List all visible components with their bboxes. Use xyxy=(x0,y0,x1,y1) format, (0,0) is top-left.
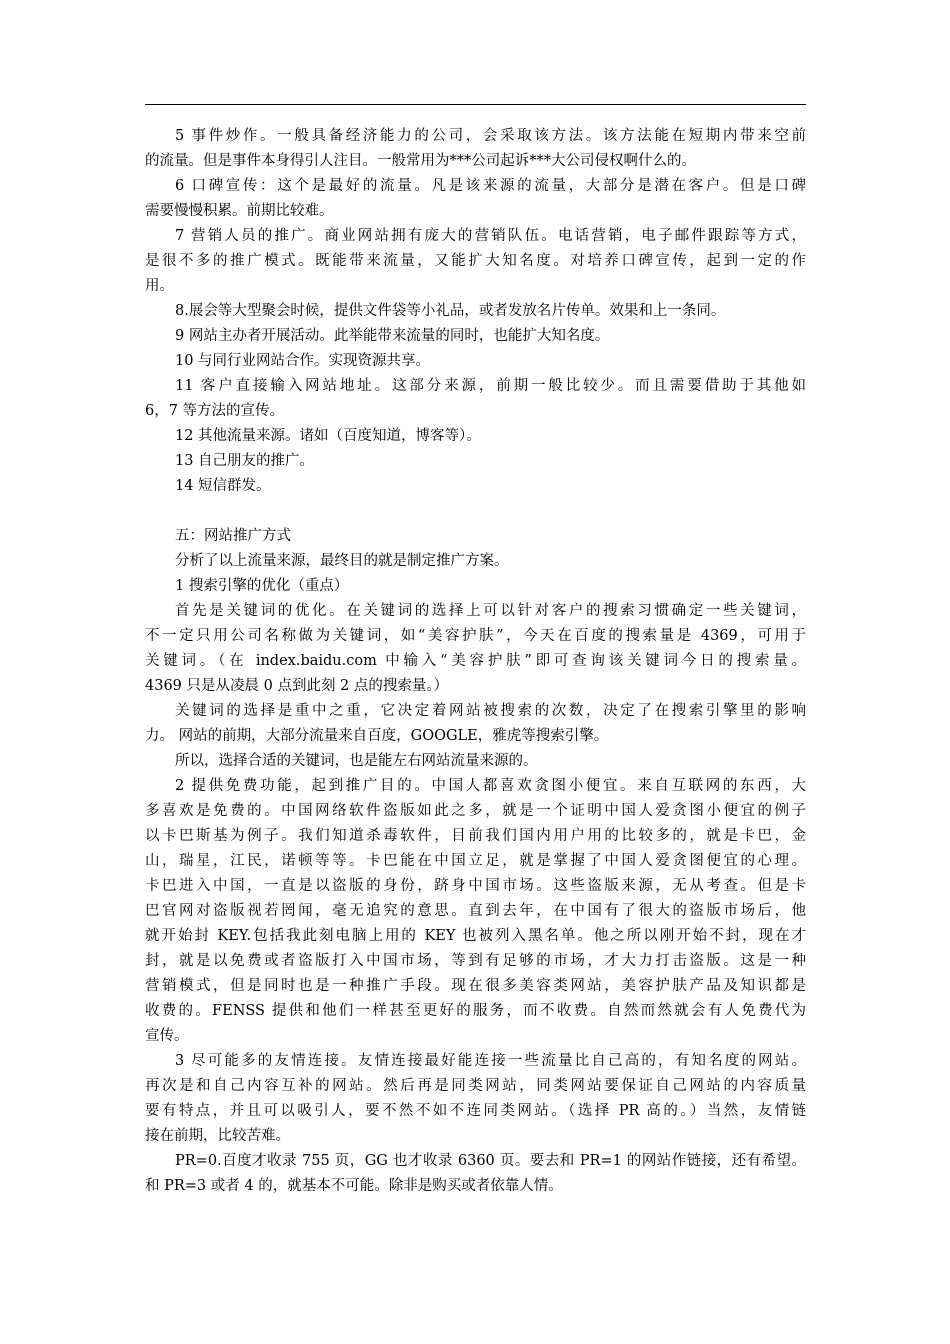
paragraph xyxy=(145,449,806,474)
text-line: 2 提供免费功能，起到推广目的。中国人都喜欢贪图小便宜。来自互联网的东西，大 xyxy=(175,778,806,794)
text-line: 收费的。FENSS 提供和他们一样甚至更好的服务，而不收费。自然而然就会有人免费代为 xyxy=(145,1003,806,1019)
text-line: 5 事件炒作。一般具备经济能力的公司，会采取该方法。该方法能在短期内带来空前 xyxy=(175,128,806,144)
paragraph xyxy=(145,124,806,174)
text-line: PR=0.百度才收录 755 页，GG 也才收录 6360 页。要去和 PR=1 的网站作链接，还有希望。 xyxy=(175,1153,806,1169)
text-line: 13 自己朋友的推广。 xyxy=(175,453,315,469)
blank-line xyxy=(145,499,806,524)
text-line: 力。 网站的前期，大部分流量来自百度，GOOGLE，雅虎等搜索引擎。 xyxy=(145,728,609,744)
text-line: 用。 xyxy=(145,278,174,294)
text-line: 3 尽可能多的友情连接。友情连接最好能连接一些流量比自己高的，有知名度的网站。 xyxy=(175,1053,806,1069)
text-line: 营销模式，但是同时也是一种推广手段。现在很多美容类网站，美容护肤产品及知识都是 xyxy=(145,978,806,994)
text-line: 山，瑞星，江民，诺顿等等。卡巴能在中国立足，就是掌握了中国人爱贪图便宜的心理。 xyxy=(145,853,806,869)
text-line: 是很不多的推广模式。既能带来流量，又能扩大知名度。对培养口碑宣传，起到一定的作 xyxy=(145,253,806,269)
text-line: 的流量。但是事件本身得引人注目。一般常用为***公司起诉***大公司侵权啊什么的。 xyxy=(145,153,696,169)
document-body xyxy=(145,124,806,1199)
paragraph xyxy=(145,574,806,599)
text-line: 12 其他流量来源。诸如（百度知道，博客等）。 xyxy=(175,428,481,444)
text-line: 多喜欢是免费的。中国网络软件盗版如此之多，就是一个证明中国人爱贪图小便宜的例子 xyxy=(145,803,806,819)
header-rule xyxy=(145,104,806,105)
text-line: 14 短信群发。 xyxy=(175,478,271,494)
text-line: 9 网站主办者开展活动。此举能带来流量的同时，也能扩大知名度。 xyxy=(175,328,610,344)
paragraph xyxy=(145,749,806,774)
text-line: 卡巴进入中国，一直是以盗版的身份，跻身中国市场。这些盗版来源，无从考查。但是卡 xyxy=(145,878,806,894)
text-line: 和 PR=3 或者 4 的，就基本不可能。除非是购买或者依靠人情。 xyxy=(145,1178,563,1194)
paragraph xyxy=(145,224,806,299)
text-line: 11 客户直接输入网站地址。这部分来源，前期一般比较少。而且需要借助于其他如 xyxy=(175,378,806,394)
text-line: 6 口碑宣传：这个是最好的流量。凡是该来源的流量，大部分是潜在客户。但是口碑 xyxy=(175,178,806,194)
text-line: 巴官网对盗版视若罔闻，毫无追究的意思。直到去年，在中国有了很大的盗版市场后，他 xyxy=(145,903,806,919)
paragraph xyxy=(145,524,806,549)
paragraph xyxy=(145,424,806,449)
paragraph xyxy=(145,299,806,324)
text-line: 分析了以上流量来源，最终目的就是制定推广方案。 xyxy=(175,553,509,569)
paragraph xyxy=(145,599,806,699)
text-line: 6，7 等方法的宣传。 xyxy=(145,403,285,419)
text-line: 关键词的选择是重中之重，它决定着网站被搜索的次数，决定了在搜索引擎里的影响 xyxy=(175,703,806,719)
paragraph xyxy=(145,1049,806,1149)
paragraph xyxy=(145,1149,806,1199)
text-line: 要有特点，并且可以吸引人，要不然不如不连同类网站。（选择 PR 高的。）当然，友情链 xyxy=(145,1103,806,1119)
text-line: 4369 只是从凌晨 0 点到此刻 2 点的搜索量。） xyxy=(145,678,449,694)
text-line: 1 搜索引擎的优化（重点） xyxy=(175,578,349,594)
text-line: 不一定只用公司名称做为关键词，如“美容护肤”，今天在百度的搜索量是 4369，可用于 xyxy=(145,628,806,644)
paragraph xyxy=(145,774,806,1049)
text-line: 8.展会等大型聚会时候，提供文件袋等小礼品，或者发放名片传单。效果和上一条同。 xyxy=(175,303,726,319)
text-line: 接在前期，比较苦难。 xyxy=(145,1128,290,1144)
text-line: 需要慢慢积累。前期比较难。 xyxy=(145,203,334,219)
text-line: 封，就是以免费或者盗版打入中国市场，等到有足够的市场，才大力打击盗版。这是一种 xyxy=(145,953,806,969)
text-line: 就开始封 KEY.包括我此刻电脑上用的 KEY 也被列入黑名单。他之所以刚开始不封，现在才 xyxy=(145,928,806,944)
text-line: 再次是和自己内容互补的网站。然后再是同类网站，同类网站要保证自己网站的内容质量 xyxy=(145,1078,806,1094)
text-line: 五：网站推广方式 xyxy=(175,528,291,544)
text-line: 关键词。（在 index.baidu.com 中输入“美容护肤”即可查询该关键词今日的搜索量。 xyxy=(145,653,806,669)
text-line: 7 营销人员的推广。商业网站拥有庞大的营销队伍。电话营销，电子邮件跟踪等方式， xyxy=(175,228,806,244)
paragraph xyxy=(145,174,806,224)
text-line: 首先是关键词的优化。在关键词的选择上可以针对客户的搜索习惯确定一些关键词， xyxy=(175,603,806,619)
paragraph xyxy=(145,324,806,349)
paragraph xyxy=(145,374,806,424)
paragraph xyxy=(145,474,806,499)
paragraph xyxy=(145,549,806,574)
text-line: 所以，选择合适的关键词，也是能左右网站流量来源的。 xyxy=(175,753,538,769)
paragraph xyxy=(145,349,806,374)
text-line: 宣传。 xyxy=(145,1028,189,1044)
paragraph xyxy=(145,699,806,749)
text-line: 10 与同行业网站合作。实现资源共享。 xyxy=(175,353,431,369)
text-line: 以卡巴斯基为例子。我们知道杀毒软件，目前我们国内用户用的比较多的，就是卡巴，金 xyxy=(145,828,806,844)
